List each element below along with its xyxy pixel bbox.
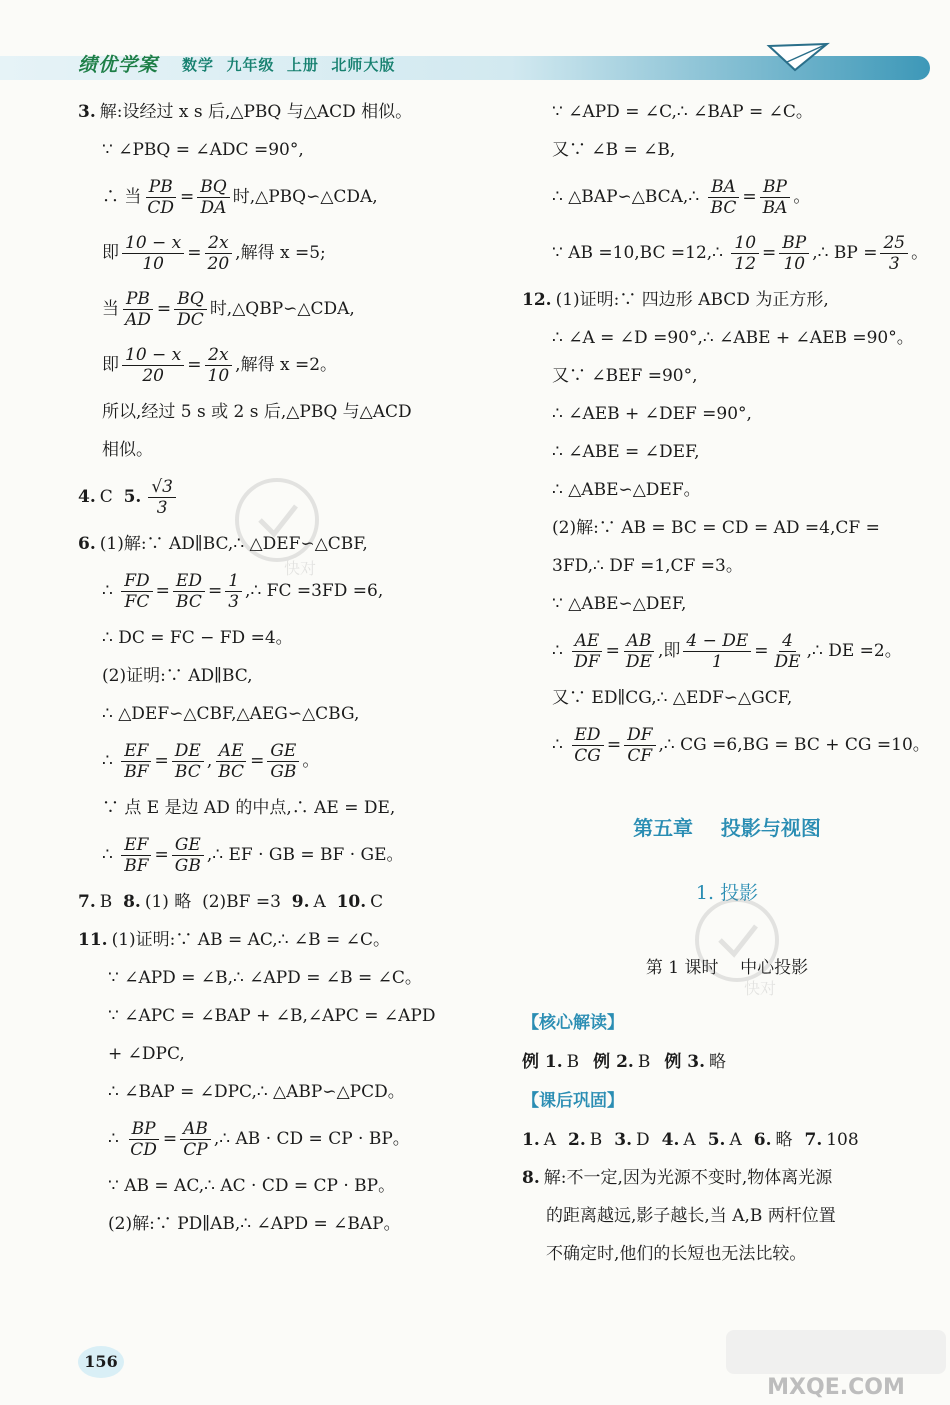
answer-line: [78, 393, 498, 431]
answer-text: 又∵ ∠BEF =90°,: [552, 366, 698, 386]
question-number: 7.: [804, 1130, 823, 1150]
fraction: $\frac{EF}{BF}$: [121, 741, 151, 782]
site-watermark-text: MXQE.COM: [767, 1375, 905, 1400]
answer-text: ,∴ DE =2。: [806, 641, 902, 661]
answer-text: ,∴ AB · CD = CP · BP。: [213, 1129, 410, 1149]
answer-text: (2)证明:∵ AD∥BC,: [102, 666, 253, 686]
answer-text: 又∵ ED∥CG,∴ △EDF∽△GCF,: [552, 688, 793, 708]
left-column: [78, 93, 498, 1243]
answer-text: ∵ △ABE∽△DEF,: [552, 594, 687, 614]
fraction: $\frac{BP}{10}$: [779, 233, 809, 274]
answer-text: ∵ ∠APD = ∠C,∴ ∠BAP = ∠C。: [552, 102, 813, 122]
answer-line: [522, 131, 932, 169]
answer-text: ∴ ∠ABE = ∠DEF,: [552, 442, 700, 462]
answer-text: =: [154, 845, 169, 865]
answer-text: ∴ ∠BAP = ∠DPC,∴ △ABP∽△PCD。: [108, 1082, 405, 1102]
answer-text: 。: [911, 243, 929, 263]
watermark-logo-icon: [222, 470, 332, 580]
answer-line: [522, 433, 932, 471]
answer-text: B: [99, 892, 124, 912]
answer-line: [522, 357, 932, 395]
fraction: $\frac{1}{3}$: [225, 571, 242, 612]
question-number: 2.: [568, 1130, 586, 1150]
fraction: $\frac{2x}{20}$: [205, 233, 233, 274]
question-number: 4.: [78, 487, 96, 507]
core-answers: [522, 1043, 932, 1081]
answer-value: D: [636, 1130, 650, 1150]
example-label: 例 2.: [593, 1052, 634, 1072]
fraction: $\frac{2x}{10}$: [205, 345, 233, 386]
answer-text: ∵ AB =10,BC =12,∴: [552, 243, 729, 263]
answer-value: 108: [826, 1130, 859, 1150]
answer-text: ∴: [102, 845, 119, 865]
answer-text: =: [742, 187, 757, 207]
answer-text: =: [207, 581, 223, 601]
answer-line: [522, 1197, 932, 1235]
fraction: $\frac{AE}{BC}$: [215, 741, 247, 782]
section-title: 1. 投影: [695, 882, 759, 904]
answer-line: [78, 93, 498, 131]
fraction: $\frac{PB}{CD}$: [147, 176, 175, 218]
answer-text: ∴ ∠A = ∠D =90°,∴ ∠ABE + ∠AEB =90°。: [552, 328, 914, 348]
question-number: 6.: [753, 1130, 772, 1150]
book-subtitle: 数学 九年级 上册 北师大版: [182, 56, 396, 74]
example-answer: 略: [709, 1052, 727, 1072]
fraction: $\frac{4}{DE}$: [774, 630, 801, 672]
answer-text: ,解得 x =5;: [235, 243, 326, 263]
answer-line: [522, 717, 932, 773]
answer-value: A: [543, 1130, 557, 1150]
answer-text: C: [370, 892, 384, 912]
lesson-title: 第 1 课时 中心投影: [645, 958, 809, 978]
answer-text: C: [99, 487, 124, 507]
answer-text: ,即: [657, 641, 681, 661]
answer-text: ,∴ FC =3FD =6,: [245, 581, 384, 601]
answer-text: ∴: [102, 581, 119, 601]
fraction: $\frac{DE}{BC}$: [172, 741, 204, 782]
question-number: 12.: [522, 290, 552, 310]
answer-text: 解:设经过 x s 后,△PBQ 与△ACD 相似。: [99, 102, 413, 122]
answer-value: A: [729, 1130, 742, 1150]
answer-text: ,解得 x =2。: [235, 355, 338, 375]
answer-line: [78, 169, 498, 225]
answer-text: 即: [102, 243, 119, 263]
answer-line: [522, 169, 932, 225]
answer-text: =: [187, 243, 202, 263]
example-answer: B: [637, 1052, 651, 1072]
page-header: [0, 40, 950, 90]
answer-line: [78, 921, 498, 959]
answer-text: ∴ ∠AEB + ∠DEF =90°,: [552, 404, 752, 424]
fraction: $\frac{GE}{GB}$: [267, 741, 299, 782]
answer-line: [78, 281, 498, 337]
fraction: $\frac{BA}{BC}$: [708, 177, 740, 218]
paper-plane-icon: [765, 40, 835, 80]
fraction: $\frac{BP}{BA}$: [760, 177, 791, 218]
core-tag: 【核心解读】: [522, 1013, 624, 1033]
answer-line: [78, 337, 498, 393]
watermark-text: 快对: [744, 979, 777, 998]
answer-text: =: [754, 641, 769, 661]
answer-text: 时,△QBP∽△CDA,: [209, 299, 355, 319]
question-number: 8.: [522, 1168, 540, 1188]
answer-text: ∴: [108, 1129, 125, 1149]
answer-text: (2)解:∵ AB = BC = CD = AD =4,CF =: [552, 518, 880, 538]
answer-text: (1) 略 (2)BF =3: [144, 892, 292, 912]
answer-text: =: [155, 581, 170, 601]
answer-line: [78, 997, 498, 1035]
answer-line: [78, 1073, 498, 1111]
answer-line: [78, 1167, 498, 1205]
answer-text: ,∴ EF · GB = BF · GE。: [206, 845, 404, 865]
answer-text: =: [250, 751, 265, 771]
answer-line: [78, 619, 498, 657]
question-number: 4.: [661, 1130, 680, 1150]
fraction: $\frac{√3}{3}$: [148, 477, 176, 518]
fraction: $\frac{EF}{BF}$: [121, 835, 151, 876]
answer-line: [522, 281, 932, 319]
answer-text: ∵ ∠APC = ∠BAP + ∠B,∠APC = ∠APD: [108, 1006, 436, 1026]
question-number: 7.: [78, 892, 96, 912]
fraction: $\frac{PB}{AD}$: [122, 289, 154, 330]
answer-line: [522, 1159, 932, 1197]
fraction: $\frac{GE}{GB}$: [172, 835, 204, 876]
fraction: $\frac{AB}{CP}$: [180, 1119, 211, 1160]
question-number: 5.: [123, 487, 142, 507]
answer-line: [78, 131, 498, 169]
answer-text: 的距离越远,影子越长,当 A,B 两杆位置: [546, 1206, 836, 1226]
answer-text: ∴ △DEF∽△CBF,△AEG∽△CBG,: [102, 704, 360, 724]
answer-text: 。: [793, 187, 811, 207]
answer-text: ,∴ BP =: [812, 243, 878, 263]
answer-value: A: [683, 1130, 696, 1150]
answer-text: =: [187, 355, 202, 375]
answer-line: [522, 225, 932, 281]
answer-text: 相似。: [102, 440, 153, 460]
answer-line: [78, 1111, 498, 1167]
answer-text: =: [762, 243, 777, 263]
page-number: 156: [78, 1346, 124, 1378]
answer-text: ,: [206, 751, 213, 771]
answer-line: [78, 959, 498, 997]
question-number: 11.: [78, 930, 108, 950]
fraction: $\frac{FD}{FC}$: [121, 571, 152, 612]
fraction: $\frac{10}{12}$: [731, 233, 759, 274]
fraction: $\frac{4 - DE}{1}$: [683, 631, 751, 672]
answer-text: 时,△PBQ∽△CDA,: [232, 187, 378, 207]
answer-text: 3FD,∴ DF =1,CF =3。: [552, 556, 743, 576]
answer-text: ∵ ∠PBQ = ∠ADC =90°,: [102, 140, 304, 160]
fraction: $\frac{AE}{DF}$: [571, 631, 602, 672]
question-number: 3.: [78, 102, 96, 122]
answer-text: ∴ 当: [102, 187, 142, 207]
answer-line: [522, 585, 932, 623]
answer-text: ,∴ CG =6,BG = BC + CG =10。: [658, 735, 930, 755]
answer-text: ∴ DC = FC − FD =4。: [102, 628, 293, 648]
answer-text: 不确定时,他们的长短也无法比较。: [546, 1244, 807, 1264]
fraction: $\frac{BP}{CD}$: [130, 1118, 157, 1160]
answer-line: [522, 509, 932, 547]
answer-line: [78, 1035, 498, 1073]
fraction: $\frac{ED}{BC}$: [173, 571, 205, 612]
fraction: $\frac{BQ}{DA}$: [197, 177, 229, 218]
answer-text: 所以,经过 5 s 或 2 s 后,△PBQ 与△ACD: [102, 402, 412, 422]
answer-text: 即: [102, 355, 119, 375]
answer-line: [522, 679, 932, 717]
answer-text: 。: [302, 751, 320, 771]
question-number: 5.: [707, 1130, 726, 1150]
answer-line: [522, 395, 932, 433]
answer-line: [78, 789, 498, 827]
answer-text: 又∵ ∠B = ∠B,: [552, 140, 676, 160]
answer-line: [78, 695, 498, 733]
example-label: 例 1.: [522, 1052, 563, 1072]
answer-text: 解:不一定,因为光源不变时,物体离光源: [543, 1168, 833, 1188]
question-number: 3.: [614, 1130, 633, 1150]
right-column: [522, 93, 932, 1273]
watermark-logo-icon: [682, 890, 792, 1000]
answer-text: =: [154, 751, 169, 771]
answer-text: =: [162, 1129, 178, 1149]
answer-text: (2)解:∵ PD∥AB,∴ ∠APD = ∠BAP。: [108, 1214, 401, 1234]
answer-text: ∵ ∠APD = ∠B,∴ ∠APD = ∠B = ∠C。: [108, 968, 422, 988]
answer-value: B: [589, 1130, 603, 1150]
watermark-text: 快对: [284, 559, 317, 578]
fraction: $\frac{BQ}{DC}$: [174, 289, 207, 330]
question-number: 8.: [123, 892, 141, 912]
answer-text: (1)解:∵ AD∥BC,∴ △DEF∽△CBF,: [99, 534, 368, 554]
fraction: $\frac{10 - x}{20}$: [122, 345, 184, 386]
answer-text: ∵ AB = AC,∴ AC · CD = CP · BP。: [108, 1176, 396, 1196]
fraction: $\frac{10 - x}{10}$: [122, 233, 184, 274]
answer-text: ∴: [552, 735, 569, 755]
fraction: $\frac{AB}{DE}$: [623, 631, 655, 672]
answer-text: ∴ △BAP∽△BCA,∴: [552, 187, 705, 207]
answer-line: [78, 883, 498, 921]
answer-text: =: [606, 735, 622, 755]
after-class-answers: [522, 1121, 932, 1159]
answer-text: =: [605, 641, 620, 661]
answer-text: ∴: [552, 641, 569, 661]
example-answer: B: [566, 1052, 580, 1072]
answer-line: [522, 471, 932, 509]
answer-text: =: [156, 299, 172, 319]
answer-text: ∵ 点 E 是边 AD 的中点,∴ AE = DE,: [102, 798, 396, 818]
answer-line: [522, 547, 932, 585]
fraction: $\frac{ED}{CG}$: [571, 725, 604, 766]
answer-line: [78, 1205, 498, 1243]
answer-value: 略: [775, 1130, 793, 1150]
fraction: $\frac{25}{3}$: [880, 233, 908, 274]
answer-line: [522, 1235, 932, 1273]
answer-text: =: [180, 187, 195, 207]
answer-line: [78, 657, 498, 695]
answer-line: [522, 93, 932, 131]
answer-text: A: [313, 892, 337, 912]
answer-line: [78, 733, 498, 789]
question-number: 10.: [336, 892, 367, 912]
answer-text: (1)证明:∵ AB = AC,∴ ∠B = ∠C。: [111, 930, 390, 950]
answer-line: [522, 623, 932, 679]
answer-text: 当: [102, 299, 119, 319]
answer-text: + ∠DPC,: [108, 1044, 185, 1064]
answer-text: (1)证明:∵ 四边形 ABCD 为正方形,: [555, 290, 829, 310]
answer-text: ∴ △ABE∽△DEF。: [552, 480, 701, 500]
fraction: $\frac{DF}{CF}$: [624, 725, 655, 766]
answer-line: [522, 319, 932, 357]
after-class-tag: 【课后巩固】: [522, 1091, 624, 1111]
answer-line: [78, 827, 498, 883]
question-number: 1.: [522, 1130, 540, 1150]
book-brand: 绩优学案: [78, 54, 159, 76]
site-watermark-icon: [726, 1330, 946, 1402]
chapter-title: 第五章 投影与视图: [633, 816, 821, 840]
answer-text: ∴: [102, 751, 119, 771]
example-label: 例 3.: [664, 1052, 706, 1072]
answer-line: [78, 431, 498, 469]
answer-line: [78, 225, 498, 281]
question-number: 9.: [291, 892, 310, 912]
question-number: 6.: [78, 534, 96, 554]
